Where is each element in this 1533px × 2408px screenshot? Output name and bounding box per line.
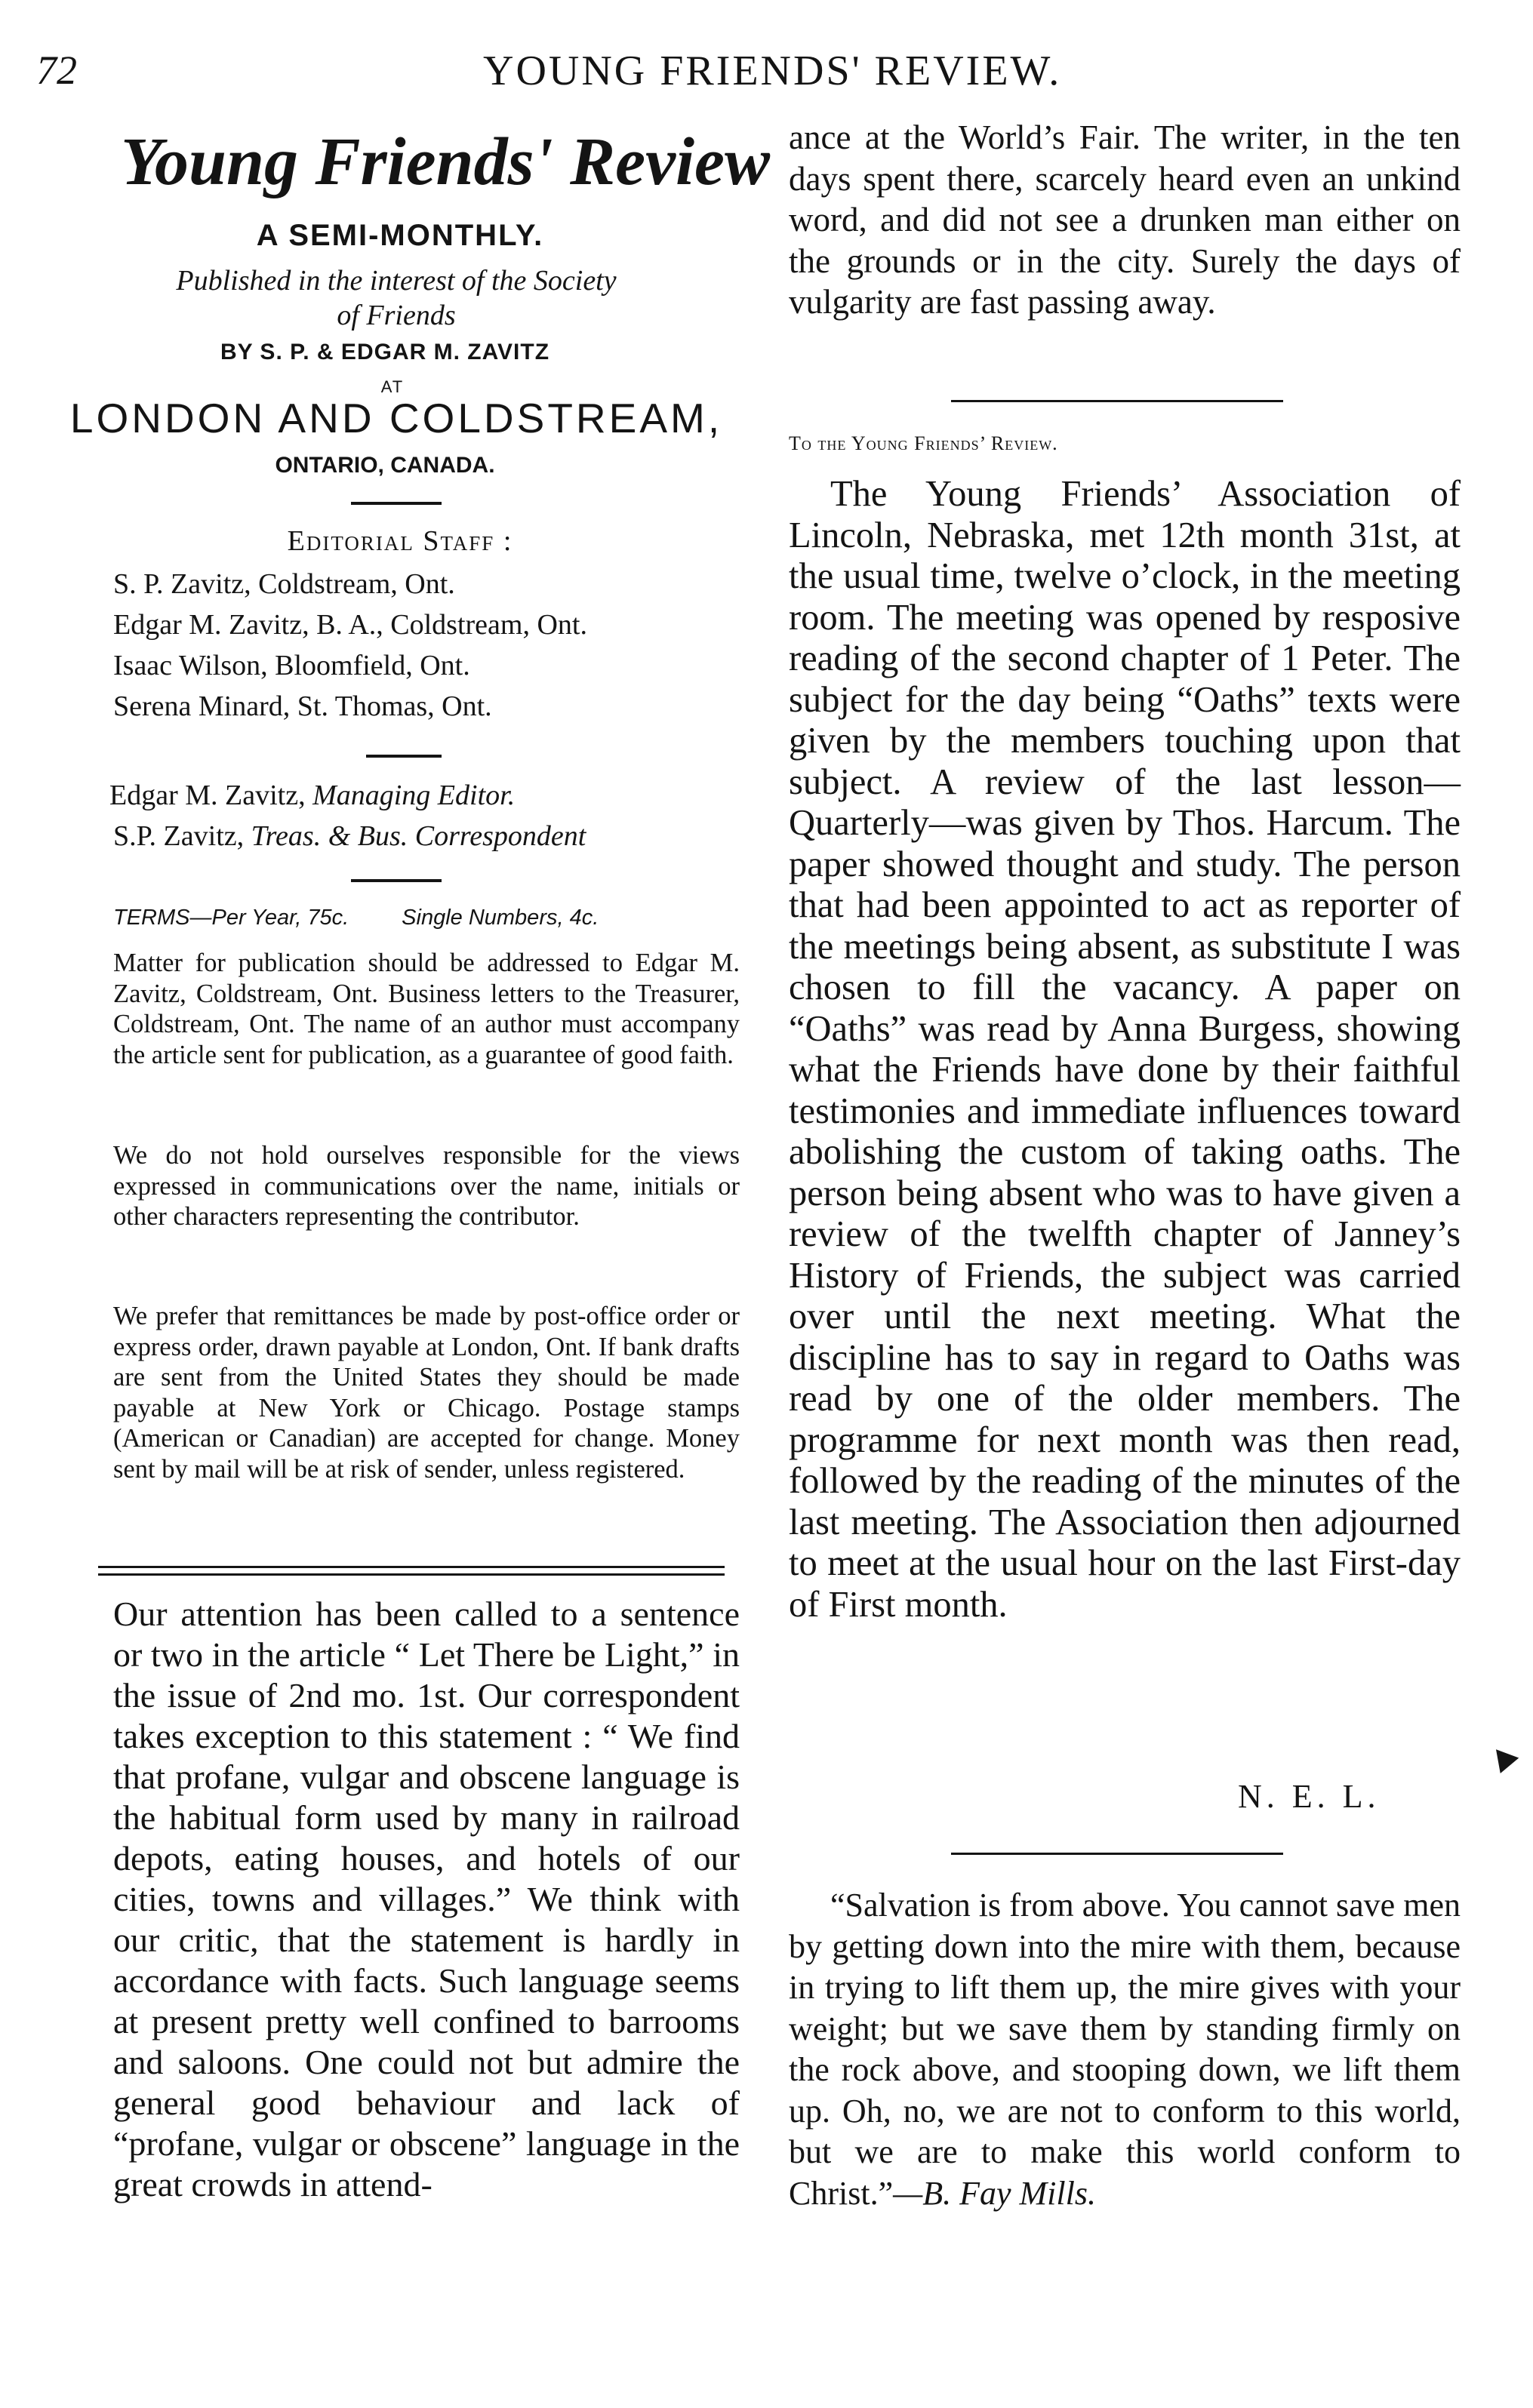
double-rule-top (98, 1566, 725, 1568)
staff-member: S. P. Zavitz, Coldstream, Ont. (113, 568, 455, 600)
treasurer-name: S.P. Zavitz, (113, 820, 245, 852)
staff-member: Edgar M. Zavitz, B. A., Coldstream, Ont. (113, 609, 587, 641)
quotation (789, 1885, 1461, 2214)
masthead-subtitle: A SEMI-MONTHLY. (256, 219, 544, 252)
editorial-continuation: ance at the World’s Fair. The writer, in the ten days spent there, scarcely heard even an unkind word, and did not see a drunken man either on the grounds or in the city. Surely the days of vulgarity are fast passing away. (789, 118, 1461, 321)
staff-member: Isaac Wilson, Bloomfield, Ont. (113, 650, 470, 681)
treasurer-role: Treas. & Bus. Correspondent (251, 820, 586, 852)
arrow-marker-icon (1487, 1742, 1519, 1773)
notice-paragraph: We do not hold ourselves responsible for the views expressed in communications over the name, initials or other characters representing the contributor. (113, 1141, 740, 1231)
terms-per-year: TERMS—Per Year, 75c. (113, 906, 349, 930)
notice-paragraph: Matter for publication should be addressed to Edgar M. Zavitz, Coldstream, Ont. Business letters to the Treasurer, Coldstream, Ont. The name of an author must accompany the article sent for publication, as a guarantee of good faith. (113, 949, 740, 1069)
double-rule-bottom (98, 1573, 725, 1576)
published-line-1: Published in the interest of the Society (176, 265, 617, 297)
divider (366, 755, 442, 758)
treasurer-line (113, 820, 586, 853)
notice-paragraph: We prefer that remittances be made by post-office order or express order, drawn payable at London, Ont. If bank drafts are sent from the United States they should be made payable at New York or Chicago. Postage stamps (American or Canadian) are accepted for change. Money sent by mail will be at risk of sender, unless registered. (113, 1302, 740, 1484)
terms-single-numbers: Single Numbers, 4c. (402, 906, 599, 930)
masthead-title: Young Friends' Review (120, 125, 771, 199)
quotation-attribution: —B. Fay Mills. (893, 2174, 1096, 2212)
masthead-publishers: BY S. P. & EDGAR M. ZAVITZ (220, 340, 550, 364)
letter-signature: N. E. L. (1238, 1778, 1381, 1815)
divider (951, 400, 1283, 402)
published-line-2: of Friends (337, 299, 456, 331)
masthead-city: LONDON AND COLDSTREAM, (69, 395, 723, 441)
quotation-text: “Salvation is from above. You cannot save men by getting down into the mire with them, because in trying to lift them up, the mire gives with your weight; but we save them by standing firmly on the rock above, and stooping down, we lift them up. Oh, no, we are not to conform to this world, but we are to make this world conform to Christ.” (789, 1887, 1461, 2212)
masthead-at: AT (380, 377, 405, 396)
masthead-published-note (83, 264, 710, 333)
divider (351, 502, 442, 505)
managing-editor-role: Managing Editor. (312, 780, 516, 811)
editorial-staff-heading: Editorial Staff : (287, 525, 513, 557)
letter-salutation: To the Young Friends’ Review. (789, 432, 1058, 454)
staff-member: Serena Minard, St. Thomas, Ont. (113, 690, 492, 722)
masthead-country: ONTARIO, CANADA. (275, 453, 495, 478)
managing-editor-line (109, 779, 515, 812)
subscription-terms (113, 906, 740, 930)
running-title: YOUNG FRIENDS' REVIEW. (483, 48, 1062, 94)
managing-editor-name: Edgar M. Zavitz, (109, 780, 306, 811)
page-number: 72 (36, 48, 77, 93)
divider (951, 1853, 1283, 1855)
editorial-article: Our attention has been called to a sentence or two in the article “ Let There be Light,” in the issue of 2nd mo. 1st. Our correspondent takes exception to this statement : “ We find that profane, vulgar and obscene language is the habitual form used by many in railroad depots, eating houses, and hotels of our cities, towns and villages.” We think with our critic, that the statement is hardly in accordance with facts. Such language seems at present pretty well confined to barrooms and saloons. One could not but admire the general good behaviour and lack of “profane, vulgar or obscene” language in the great crowds in attend- (113, 1595, 740, 2203)
divider (351, 879, 442, 882)
letter-body: The Young Friends’ Association of Lincoln, Nebraska, met 12th month 31st, at the usual time, twelve o’clock, in the meeting room. The meeting was opened by resposive reading of the second chapter of 1 Peter. The subject for the day being “Oaths” texts were given by the members touching upon that subject. A review of the last lesson—Quarterly—was given by Thos. Harcum. The paper showed thought and study. The person that had been appointed to act as reporter of the meetings being absent, as substitute I was chosen to fill the vacancy. A paper on “Oaths” was read by Anna Burgess, showing what the Friends have done by their faithful testimonies and immediate influences toward abolishing the custom of taking oaths. The person being absent who was to have given a review of the twelfth chapter of Janney’s History of Friends, the subject was carried over until the next meeting. What the discipline has to say in regard to Oaths was read by one of the older members. The programme for next month was then read, followed by the reading of the minutes of the last meeting. The Association then adjourned to meet at the usual hour on the last First-day of First month. (789, 474, 1461, 1625)
